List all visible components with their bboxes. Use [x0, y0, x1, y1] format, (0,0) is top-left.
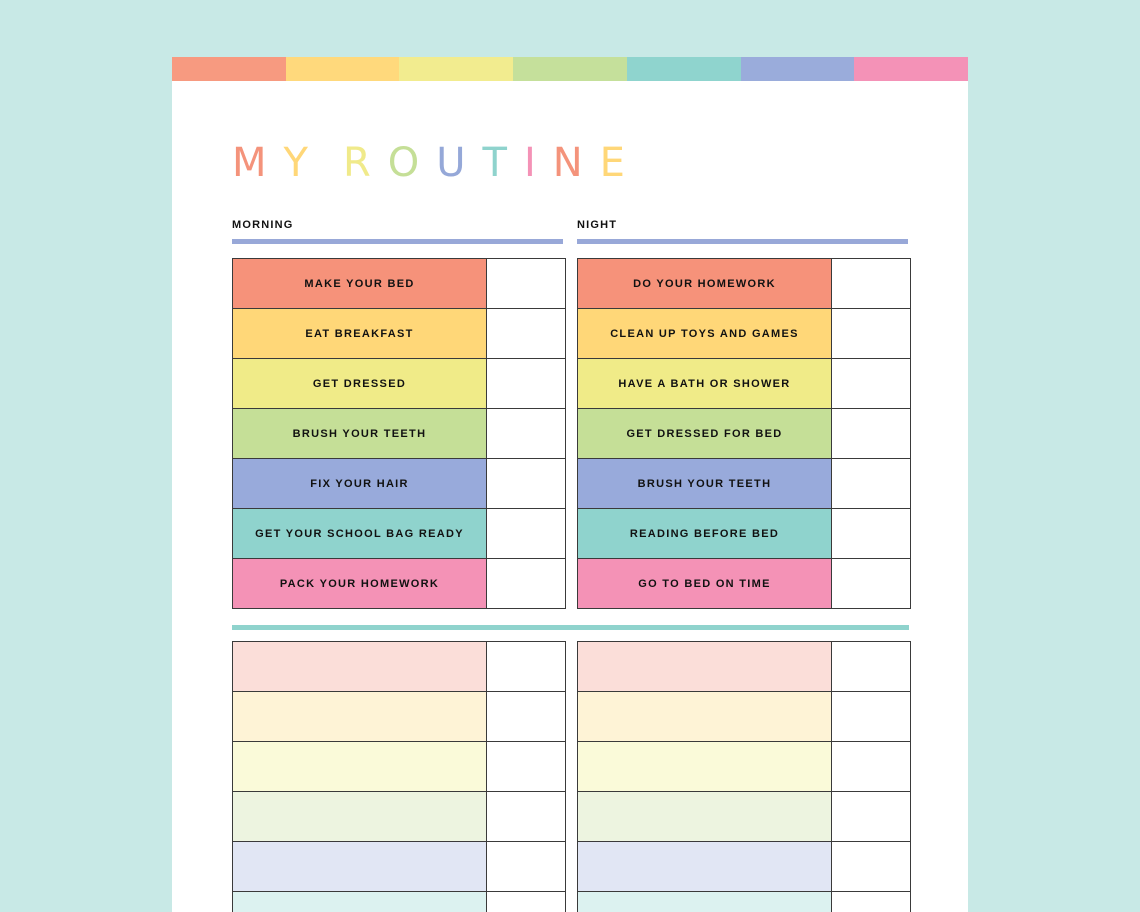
night-label: NIGHT [577, 219, 618, 231]
blank-task-field[interactable] [578, 842, 832, 892]
task-label: BRUSH YOUR TEETH [578, 459, 832, 509]
blank-checkbox[interactable] [487, 792, 566, 842]
blank-table-left [232, 641, 566, 912]
task-row [233, 259, 566, 309]
blank-checkbox[interactable] [832, 842, 911, 892]
night-rule [577, 239, 908, 244]
blank-row [578, 742, 911, 792]
task-checkbox[interactable] [487, 309, 566, 359]
task-checkbox[interactable] [832, 509, 911, 559]
blank-task-field[interactable] [233, 892, 487, 912]
task-label: DO YOUR HOMEWORK [578, 259, 832, 309]
title-letter: I [523, 140, 553, 186]
blank-task-field[interactable] [233, 692, 487, 742]
stripe-segment [286, 57, 400, 81]
task-row [578, 359, 911, 409]
task-label: GET YOUR SCHOOL BAG READY [233, 509, 487, 559]
blank-row [233, 642, 566, 692]
task-checkbox[interactable] [832, 409, 911, 459]
task-row [233, 359, 566, 409]
task-row [578, 509, 911, 559]
task-row [578, 309, 911, 359]
blank-checkbox[interactable] [487, 742, 566, 792]
stripe-segment [627, 57, 741, 81]
morning-task-table [232, 258, 566, 609]
stripe-segment [513, 57, 627, 81]
title-letter: R [342, 140, 388, 186]
blank-row [578, 892, 911, 912]
blank-task-field[interactable] [233, 792, 487, 842]
task-row [578, 559, 911, 609]
blank-row [578, 792, 911, 842]
blank-checkbox[interactable] [832, 742, 911, 792]
title-letter: M [232, 140, 284, 186]
task-label: GO TO BED ON TIME [578, 559, 832, 609]
blank-row [233, 792, 566, 842]
blank-task-field[interactable] [233, 842, 487, 892]
task-checkbox[interactable] [487, 459, 566, 509]
blank-row [233, 842, 566, 892]
task-checkbox[interactable] [487, 409, 566, 459]
blank-checkbox[interactable] [487, 842, 566, 892]
stripe-segment [854, 57, 968, 81]
task-checkbox[interactable] [487, 259, 566, 309]
task-row [233, 459, 566, 509]
blank-task-field[interactable] [578, 742, 832, 792]
task-checkbox[interactable] [487, 559, 566, 609]
section-divider [232, 625, 909, 630]
blank-checkbox[interactable] [487, 892, 566, 912]
blank-row [233, 742, 566, 792]
task-label: GET DRESSED FOR BED [578, 409, 832, 459]
blank-row [578, 842, 911, 892]
task-label: HAVE A BATH OR SHOWER [578, 359, 832, 409]
blank-checkbox[interactable] [832, 892, 911, 912]
stripe-segment [399, 57, 513, 81]
task-label: CLEAN UP TOYS AND GAMES [578, 309, 832, 359]
task-checkbox[interactable] [487, 359, 566, 409]
page-title [232, 139, 642, 187]
routine-page [172, 57, 968, 912]
blank-task-field[interactable] [233, 742, 487, 792]
blank-task-field[interactable] [578, 692, 832, 742]
task-label: PACK YOUR HOMEWORK [233, 559, 487, 609]
morning-label: MORNING [232, 219, 294, 231]
blank-checkbox[interactable] [832, 792, 911, 842]
blank-task-field[interactable] [233, 642, 487, 692]
task-row [233, 309, 566, 359]
title-letter: O [387, 140, 437, 186]
task-row [233, 559, 566, 609]
task-row [233, 509, 566, 559]
task-label: EAT BREAKFAST [233, 309, 487, 359]
blank-row [233, 892, 566, 912]
blank-row [578, 642, 911, 692]
task-label: GET DRESSED [233, 359, 487, 409]
blank-checkbox[interactable] [487, 642, 566, 692]
task-checkbox[interactable] [832, 559, 911, 609]
task-row [233, 409, 566, 459]
stripe-segment [741, 57, 855, 81]
stripe-segment [172, 57, 286, 81]
blank-table-right [577, 641, 911, 912]
task-label: READING BEFORE BED [578, 509, 832, 559]
task-row [578, 409, 911, 459]
title-letter: U [436, 140, 483, 186]
task-label: MAKE YOUR BED [233, 259, 487, 309]
title-letter: E [599, 140, 642, 186]
blank-checkbox[interactable] [832, 642, 911, 692]
title-letter: N [552, 140, 600, 186]
morning-rule [232, 239, 563, 244]
night-task-table [577, 258, 911, 609]
task-row [578, 259, 911, 309]
task-checkbox[interactable] [487, 509, 566, 559]
blank-task-field[interactable] [578, 892, 832, 912]
blank-task-field[interactable] [578, 642, 832, 692]
task-label: BRUSH YOUR TEETH [233, 409, 487, 459]
blank-task-field[interactable] [578, 792, 832, 842]
task-checkbox[interactable] [832, 359, 911, 409]
title-letter: Y [283, 140, 325, 186]
blank-checkbox[interactable] [832, 692, 911, 742]
blank-checkbox[interactable] [487, 692, 566, 742]
task-checkbox[interactable] [832, 259, 911, 309]
blank-row [578, 692, 911, 742]
blank-row [233, 692, 566, 742]
title-letter: T [482, 140, 524, 186]
task-checkbox[interactable] [832, 459, 911, 509]
task-row [578, 459, 911, 509]
task-label: FIX YOUR HAIR [233, 459, 487, 509]
task-checkbox[interactable] [832, 309, 911, 359]
rainbow-stripe [172, 57, 968, 81]
